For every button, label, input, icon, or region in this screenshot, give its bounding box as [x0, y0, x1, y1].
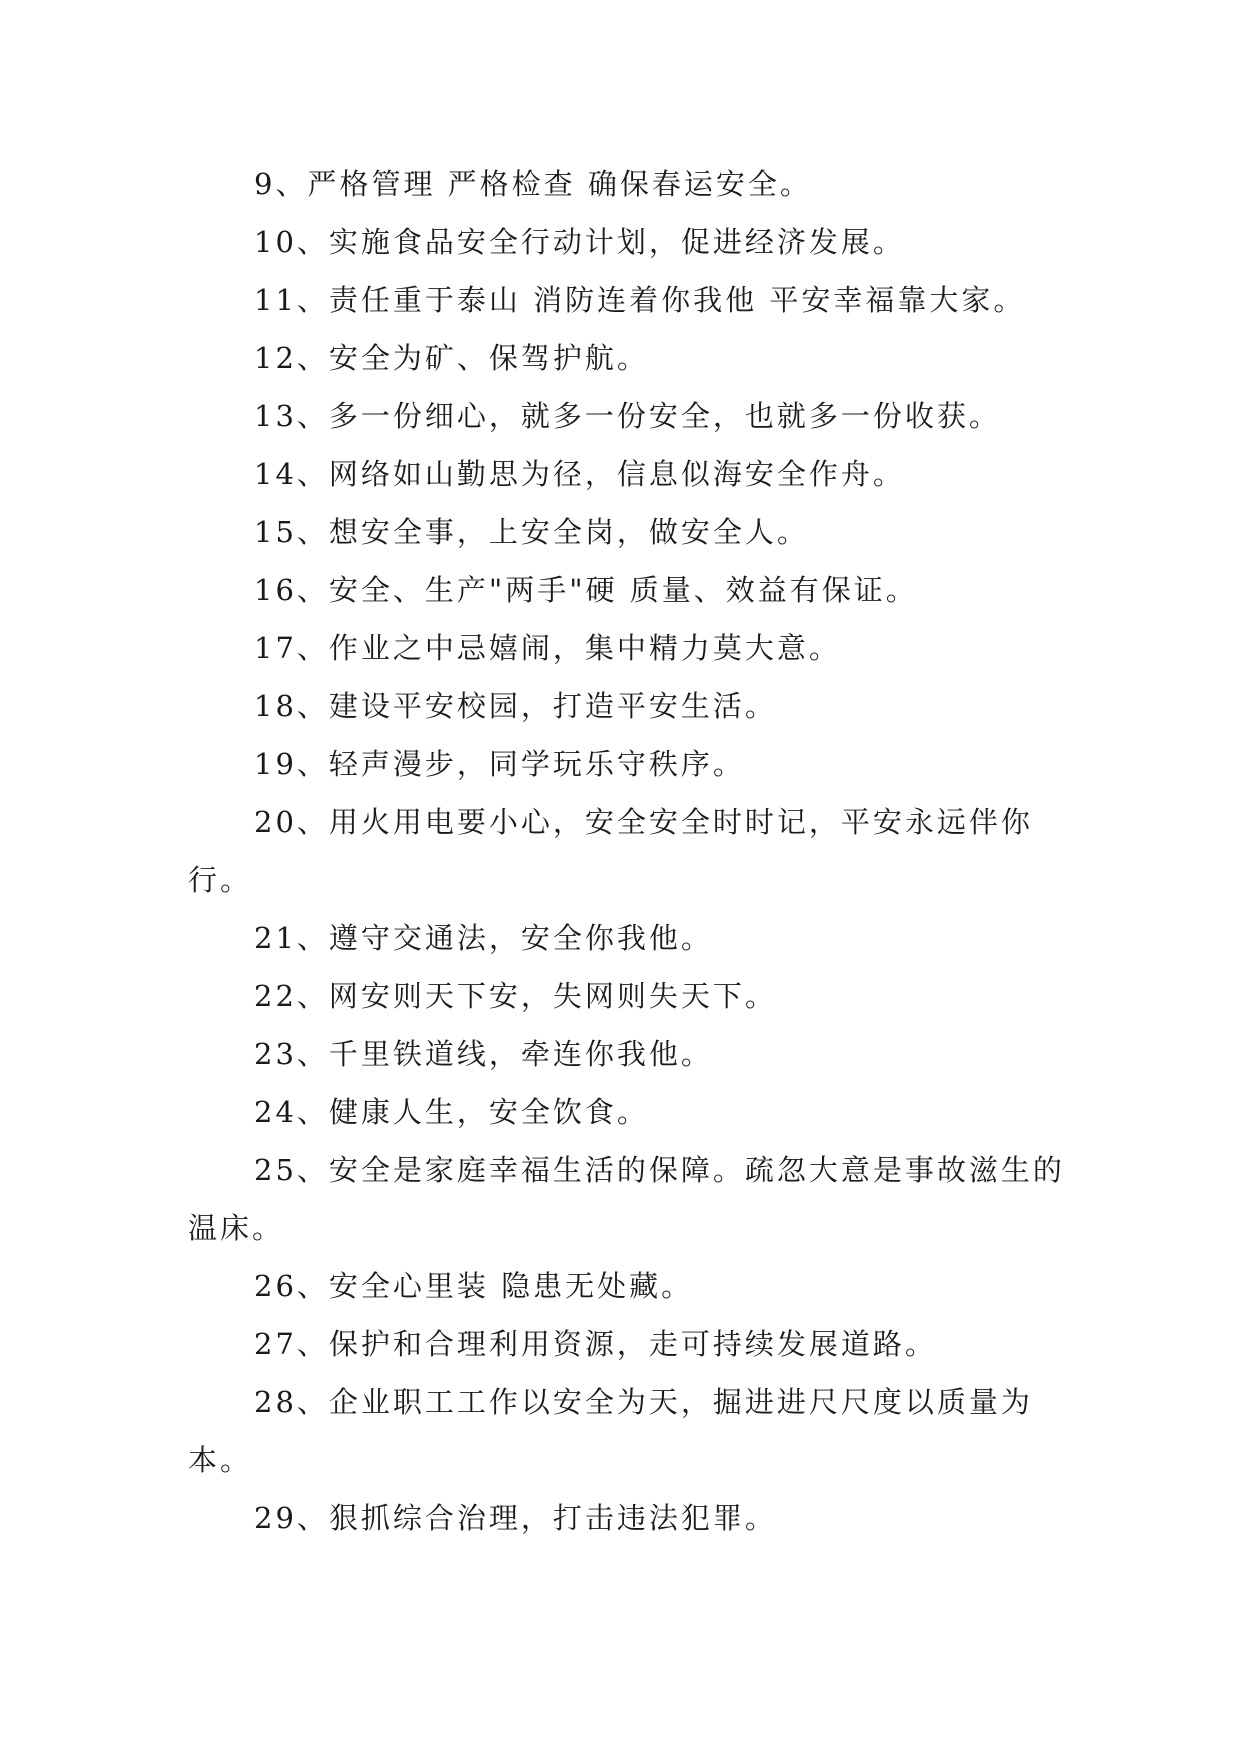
slogan-paragraph: 24、健康人生，安全饮食。 — [254, 1095, 649, 1129]
slogan-paragraph: 9、严格管理 严格检查 确保春运安全。 — [254, 167, 812, 201]
slogan-paragraph: 22、网安则天下安，失网则失天下。 — [254, 979, 777, 1013]
slogan-paragraph: 26、安全心里装 隐患无处藏。 — [254, 1269, 694, 1303]
slogan-paragraph: 15、想安全事，上安全岗，做安全人。 — [254, 515, 809, 549]
slogan-paragraph: 21、遵守交通法，安全你我他。 — [254, 921, 713, 955]
slogan-paragraph: 14、网络如山勤思为径，信息似海安全作舟。 — [254, 457, 905, 491]
slogan-paragraph: 25、安全是家庭幸福生活的保障。疏忽大意是事故滋生的温床。 — [188, 1153, 1065, 1245]
slogan-paragraph: 10、实施食品安全行动计划，促进经济发展。 — [254, 225, 905, 259]
slogan-paragraph: 19、轻声漫步，同学玩乐守秩序。 — [254, 747, 745, 781]
document-body — [188, 155, 1068, 1547]
slogan-paragraph: 12、安全为矿、保驾护航。 — [254, 341, 649, 375]
slogan-paragraph: 29、狠抓综合治理，打击违法犯罪。 — [254, 1501, 777, 1535]
slogan-paragraph: 28、企业职工工作以安全为天，掘进进尺尺度以质量为本。 — [188, 1385, 1033, 1477]
slogan-paragraph: 13、多一份细心，就多一份安全，也就多一份收获。 — [254, 399, 1001, 433]
slogan-paragraph: 20、用火用电要小心，安全安全时时记，平安永远伴你行。 — [188, 805, 1033, 897]
slogan-paragraph: 27、保护和合理利用资源，走可持续发展道路。 — [254, 1327, 937, 1361]
slogan-paragraph: 23、千里铁道线，牵连你我他。 — [254, 1037, 713, 1071]
slogan-paragraph: 11、责任重于泰山 消防连着你我他 平安幸福靠大家。 — [254, 283, 1026, 317]
slogan-paragraph: 16、安全、生产"两手"硬 质量、效益有保证。 — [254, 573, 918, 607]
slogan-paragraph: 18、建设平安校园，打造平安生活。 — [254, 689, 777, 723]
slogan-paragraph: 17、作业之中忌嬉闹，集中精力莫大意。 — [254, 631, 841, 665]
